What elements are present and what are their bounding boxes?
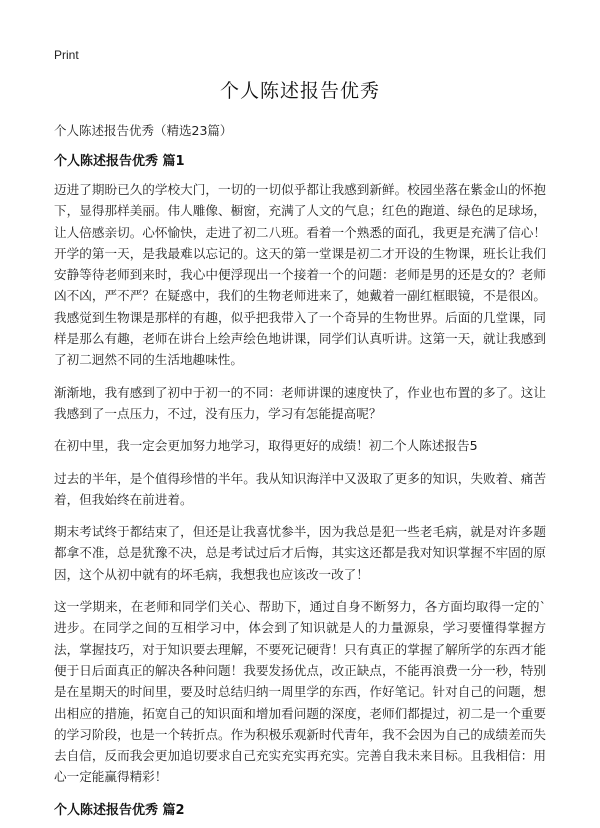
paragraph-2: 渐渐地，我有感到了初中于初一的不同：老师讲课的速度快了，作业也布置的多了。这让我感到了一点压力，不过，没有压力，学习有怎能提高呢？ xyxy=(54,384,546,421)
paragraph-4: 过去的半年，是个值得珍惜的半年。我从知识海洋中又汲取了更多的知识，失败着、痛苦着，但我始终在前进着。 xyxy=(54,470,546,507)
paragraph-1: 迈进了期盼已久的学校大门，一切的一切似乎都让我感到新鲜。校园坐落在紫金山的怀抱下，显得那样美丽。伟人雕像、橱窗，充满了人文的气息；红色的跑道、绿色的足球场，让人倍感亲切。心怀愉快，走进了初二八班。看着一个熟悉的面孔，我更是充满了信心！开学的第一天，是我最难以忘记的。这天的第一堂课是初二才开设的生物课，班长让我们安静等待老师到来时，我心中便浮现出一个接着一个的问题：老师是男的还是女的？老师凶不凶，严不严？在疑惑中，我们的生物老师进来了，她戴着一副红框眼镜，不是很凶。我感觉到生物课是那样的有趣，似乎把我带入了一个奇异的生物世界。后面的几堂课，同样是那么有趣，老师在讲台上绘声绘色地讲课，同学们认真听讲。这第一天，就让我感到了初二迥然不同的生活地趣味性。 xyxy=(54,182,546,368)
page-subtitle: 个人陈述报告优秀（精选23篇） xyxy=(54,123,233,138)
section-heading-1: 个人陈述报告优秀 篇1 xyxy=(54,154,185,169)
paragraph-5: 期末考试终于都结束了，但还是让我喜忧参半，因为我总是犯一些老毛病，就是对许多题都拿不准，总是犹豫不决，总是考试过后才后悔，其实这还都是我对知识掌握不牢固的原因，这个从初中就有的坏毛病，我想我也应该改一改了！ xyxy=(54,524,546,582)
article-body xyxy=(54,150,546,828)
paragraph-6: 这一学期来，在老师和同学们关心、帮助下，通过自身不断努力，各方面均取得一定的`进步。在同学之间的互相学习中，体会到了知识就是人的力量源泉，学习要懂得掌握方法，掌握技巧，对于知识要去理解，不要死记硬背！只有真正的掌握了解所学的东西才能便于日后面真正的解决各种问题！我要发扬优点，改正缺点，不能再浪费一分一秒，特别是在星期天的时间里，要及时总结归纳一周里学的东西，作好笔记。针对自己的问题，想出相应的措施，拓宽自己的知识面和增加看问题的深度，老师们都提过，初二是一个重要的学习阶段，也是一个转折点。作为积极乐观新时代青年，我不会因为自己的成绩差而失去自信，反而我会更加追切要求自己充实充实再充实。完善自我未来目标。且我相信：用心一定能赢得精彩！ xyxy=(54,599,546,785)
paragraph-3: 在初中里，我一定会更加努力地学习，取得更好的成绩！初二个人陈述报告5 xyxy=(54,438,478,454)
section-heading-2: 个人陈述报告优秀 篇2 xyxy=(54,802,185,818)
print-link[interactable]: Print xyxy=(54,48,79,62)
page-title: 个人陈述报告优秀 xyxy=(219,80,380,102)
